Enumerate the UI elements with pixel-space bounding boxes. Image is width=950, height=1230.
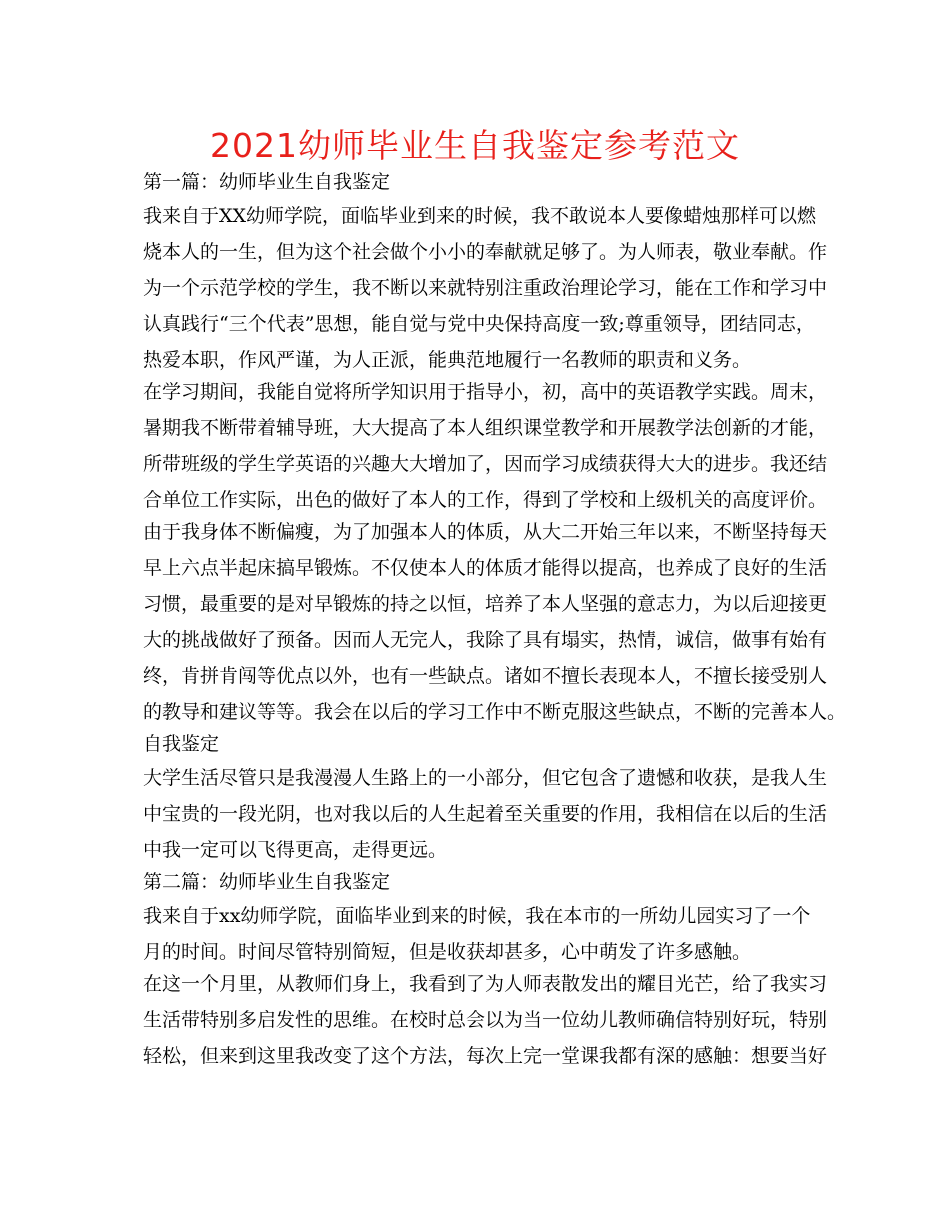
- text-line: 大的挑战做好了预备。因而人无完人，我除了具有塌实，热情，诚信，做事有始有: [143, 629, 828, 651]
- text-line: 中我一定可以飞得更高，走得更远。: [143, 839, 448, 861]
- text-line: 认真践行“三个代表”思想，能自觉与党中央保持高度一致;尊重领导，团结同志，: [143, 313, 815, 335]
- text-line: 我来自于xx幼师学院，面临毕业到来的时候，我在本市的一所幼儿园实习了一个: [143, 905, 811, 927]
- text-line: 大学生活尽管只是我漫漫人生路上的一小部分，但它包含了遗憾和收获，是我人生: [143, 767, 828, 789]
- section-heading-3: 第二篇：幼师毕业生自我鉴定: [143, 871, 391, 893]
- text-line: 暑期我不断带着辅导班，大大提高了本人组织课堂教学和开展教学法创新的才能，: [143, 417, 828, 439]
- paragraph-6: [143, 968, 833, 1072]
- text-line: 烧本人的一生，但为这个社会做个小小的奉献就足够了。为人师表，敬业奉献。作: [143, 241, 828, 263]
- text-line: 习惯，最重要的是对早锻炼的持之以恒，培养了本人坚强的意志力，为以后迎接更: [143, 593, 828, 615]
- paragraph-2: [143, 376, 833, 516]
- section-heading-2: 自我鉴定: [143, 733, 220, 755]
- text-line: 轻松，但来到这里我改变了这个方法，每次上完一堂课我都有深的感触：想要当好: [143, 1045, 828, 1067]
- document-body: [143, 166, 847, 1072]
- text-line: 为一个示范学校的学生，我不断以来就特别注重政治理论学习，能在工作和学习中: [143, 277, 828, 299]
- text-line: 热爱本职，作风严谨，为人正派，能典范地履行一名教师的职责和义务。: [143, 349, 752, 371]
- text-line: 中宝贵的一段光阴，也对我以后的人生起着至关重要的作用，我相信在以后的生活: [143, 803, 828, 825]
- paragraph-1: [143, 200, 833, 376]
- text-line: 在这一个月里，从教师们身上，我看到了为人师表散发出的耀目光芒，给了我实习: [143, 973, 828, 995]
- document-title: 2021幼师毕业生自我鉴定参考范文: [210, 126, 740, 165]
- text-line: 所带班级的学生学英语的兴趣大大增加了，因而学习成绩获得大大的进步。我还结: [143, 453, 828, 475]
- section-heading-1: 第一篇：幼师毕业生自我鉴定: [143, 171, 391, 193]
- text-line: 的教导和建议等等。我会在以后的学习工作中不断克服这些缺点，不断的完善本人。: [143, 701, 847, 723]
- paragraph-4: [143, 762, 833, 866]
- text-line: 生活带特别多启发性的思维。在校时总会以为当一位幼儿教师确信特别好玩，特别: [143, 1009, 828, 1031]
- text-line: 我来自于XX幼师学院，面临毕业到来的时候，我不敢说本人要像蜡烛那样可以燃: [143, 205, 817, 227]
- text-line: 由于我身体不断偏瘦，为了加强本人的体质，从大二开始三年以来，不断坚持每天: [143, 521, 828, 543]
- text-line: 终，肯拼肯闯等优点以外，也有一些缺点。诸如不擅长表现本人，不擅长接受别人: [143, 665, 828, 687]
- paragraph-5: [143, 900, 833, 968]
- paragraph-3: [143, 516, 847, 728]
- text-line: 在学习期间，我能自觉将所学知识用于指导小，初，高中的英语教学实践。周末，: [143, 381, 828, 403]
- text-line: 合单位工作实际，出色的做好了本人的工作，得到了学校和上级机关的高度评价。: [143, 489, 828, 511]
- text-line: 月的时间。时间尽管特别简短，但是收获却甚多，心中萌发了许多感触。: [143, 941, 752, 963]
- text-line: 早上六点半起床搞早锻炼。不仅使本人的体质才能得以提高，也养成了良好的生活: [143, 557, 828, 579]
